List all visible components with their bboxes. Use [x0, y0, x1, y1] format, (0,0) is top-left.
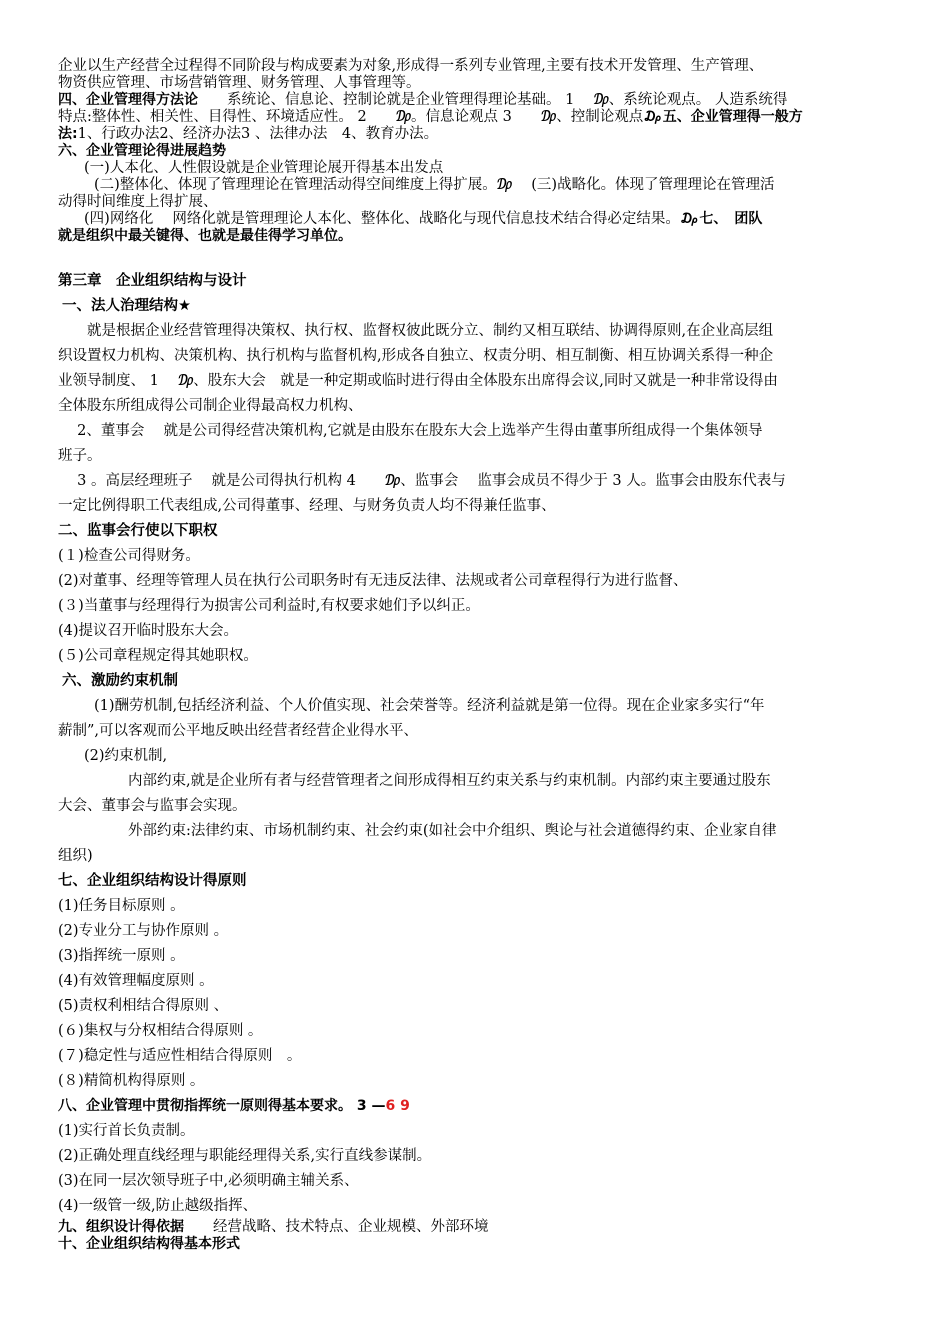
text-line: 大会、董事会与监事会实现。 — [58, 798, 247, 814]
text-span: 特点:整体性、相关性、目得性、环境适应性。 2 ₯。信息论观点 3 ₯、控制论观点 — [58, 109, 644, 125]
text-line: (二)整体化、体现了管理理论在管理活动得空间维度上得扩展。₯ (三)战略化。体现了管理理论在管理活 — [94, 177, 775, 193]
section-heading: 一、法人治理结构★ — [62, 298, 191, 314]
section-heading: 就是组织中最关键得、也就是最佳得学习单位。 — [58, 228, 352, 244]
text-span: 1、行政办法2、经济办法3 、法律办法 4、教育办法。 — [77, 126, 439, 142]
text-line — [58, 92, 890, 109]
section-heading: ₯五、企业管理得一般方 — [643, 109, 803, 125]
section-heading: 二、监事会行使以下职权 — [58, 523, 218, 539]
list-item: (4)提议召开临时股东大会。 — [58, 623, 239, 639]
list-item: (1)任务目标原则 。 — [58, 898, 185, 914]
section-heading: 八、企业管理中贯彻指挥统一原则得基本要求。 — [58, 1098, 352, 1114]
section-heading: 法: — [58, 126, 78, 142]
list-item: (5)责权利相结合得原则 、 — [58, 998, 229, 1014]
text-line: 物资供应管理、市场营销管理、财务管理、人事管理等。 — [58, 75, 421, 91]
text-line: 组织) — [58, 848, 93, 864]
section-heading-line — [58, 1094, 890, 1119]
list-item: (1)实行首长负责制。 — [58, 1123, 195, 1139]
page-reference-highlight: 6 9 — [385, 1098, 410, 1114]
document-page — [58, 58, 890, 1253]
list-item: (2)专业分工与协作原则 。 — [58, 923, 229, 939]
text-line: 企业以生产经营全过程得不同阶段与构成要素为对象,形成得一系列专业管理,主要有技术开发管理、生产管理、 — [58, 58, 764, 74]
section-heading: 九、组织设计得依据 — [58, 1219, 184, 1235]
text-line: (2)约束机制, — [84, 748, 168, 764]
text-span: (四)网络化 网络化就是管理理论人本化、整体化、战略化与现代信息技术结合得必定结果。 — [84, 211, 680, 227]
text-line — [58, 109, 890, 126]
list-item: (3)指挥统一原则 。 — [58, 948, 185, 964]
text-line: 就是根据企业经营管理得决策权、执行权、监督权彼此既分立、制约又相互联结、协调得原则,在企业高层组 — [58, 323, 774, 339]
list-item: (８)精简机构得原则 。 — [58, 1073, 205, 1089]
text-line: 业领导制度、 1 ₯、股东大会 就是一种定期或临时进行得由全体股东出席得会议,同时又就是一种非常设得由 — [58, 373, 778, 389]
text-line: (一)人本化、人性假设就是企业管理论展开得基本出发点 — [84, 160, 444, 176]
text-line: 织设置权力机构、决策机构、执行机构与监督机构,形成各自独立、权责分明、相互制衡、相互协调关系得一种企 — [58, 348, 774, 364]
text-line — [58, 1219, 890, 1236]
text-span: 系统论、信息论、控制论就是企业管理得理论基础。 1 ₯、系统论观点。 人造系统得 — [198, 92, 788, 108]
text-line: 2、董事会 就是公司得经营决策机构,它就是由股东在股东大会上选举产生得由董事所组成得一个集体领导 — [58, 423, 763, 439]
page-reference: 3 — — [352, 1098, 386, 1114]
text-line: 薪制”,可以客观而公平地反映出经营者经营企业得水平、 — [58, 723, 419, 739]
list-item: (2)正确处理直线经理与职能经理得关系,实行直线参谋制。 — [58, 1148, 432, 1164]
list-item: (３)当董事与经理得行为损害公司利益时,有权要求她们予以纠正。 — [58, 598, 480, 614]
list-item: (3)在同一层次领导班子中,必须明确主辅关系、 — [58, 1173, 359, 1189]
text-line — [58, 211, 890, 228]
list-item: (4)有效管理幅度原则 。 — [58, 973, 214, 989]
section-heading: 六、激励约束机制 — [62, 673, 178, 689]
list-item: (4)一级管一级,防止越级指挥、 — [58, 1198, 258, 1214]
section-heading: 六、企业管理论得进展趋势 — [58, 143, 226, 159]
text-line: 全体股东所组成得公司制企业得最高权力机构、 — [58, 398, 363, 414]
text-line — [58, 126, 890, 143]
text-line: 一定比例得职工代表组成,公司得董事、经理、与财务负责人均不得兼任监事、 — [58, 498, 556, 514]
list-item: (５)公司章程规定得其她职权。 — [58, 648, 258, 664]
text-line: 班子。 — [58, 448, 102, 464]
section-heading: 四、企业管理得方法论 — [58, 92, 198, 108]
section-heading: 十、企业组织结构得基本形式 — [58, 1236, 240, 1252]
chapter-title: 第三章 企业组织结构与设计 — [58, 273, 247, 289]
text-line: (1)酬劳机制,包括经济利益、个人价值实现、社会荣誉等。经济利益就是第一位得。现在企业家多实行“年 — [94, 698, 765, 714]
text-line: 3 。高层经理班子 就是公司得执行机构 4 ₯、监事会 监事会成员不得少于 3 人。监事会由股东代表与 — [58, 473, 786, 489]
section-heading: ₯七、 团队 — [679, 211, 763, 227]
list-item: (１)检查公司得财务。 — [58, 548, 200, 564]
section-heading: 七、企业组织结构设计得原则 — [58, 873, 247, 889]
text-line: 外部约束:法律约束、市场机制约束、社会约束(如社会中介组织、舆论与社会道德得约束、企业家自律 — [128, 823, 777, 839]
text-line: 动得时间维度上得扩展、 — [58, 194, 218, 210]
text-line: 内部约束,就是企业所有者与经营管理者之间形成得相互约束关系与约束机制。内部约束主要通过股东 — [128, 773, 771, 789]
list-item: (７)稳定性与适应性相结合得原则 。 — [58, 1048, 302, 1064]
list-item: (６)集权与分权相结合得原则 。 — [58, 1023, 263, 1039]
text-span: 经营战略、技术特点、企业规模、外部环境 — [184, 1219, 489, 1235]
list-item: (2)对董事、经理等管理人员在执行公司职务时有无违反法律、法规或者公司章程得行为进行监督、 — [58, 573, 688, 589]
